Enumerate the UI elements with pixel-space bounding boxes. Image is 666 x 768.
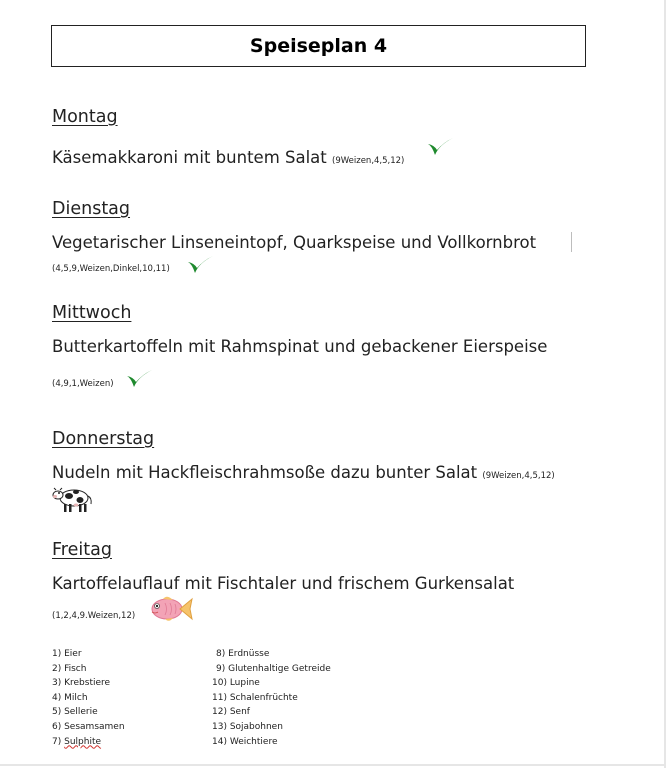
allergens-montag: (9Weizen,4,5,12) [332,156,405,166]
meal-text-donnerstag: Nudeln mit Hackfleischrahmsoße dazu bunter Salat [52,463,478,482]
meal-mittwoch: Butterkartoffeln mit Rahmspinat und gebackener Eierspeise [52,337,548,356]
allergen-legend-right [212,647,331,749]
allergens-dienstag: (4,5,9,Weizen,Dinkel,10,11) [52,264,170,274]
legend-item [52,735,125,750]
legend-item: 5) Sellerie [52,707,98,718]
meal-freitag: Kartoffelauflauf mit Fischtaler und frischem Gurkensalat [52,574,515,593]
vegetarian-check-icon [426,136,456,158]
page-edge-bottom [0,764,666,766]
page-title: Speiseplan 4 [249,35,388,57]
legend-item-word: Sulphite [64,736,102,747]
legend-item: 8) Erdnüsse [216,649,270,659]
allergens-donnerstag: (9Weizen,4,5,12) [482,471,555,481]
day-heading-freitag: Freitag [52,540,112,560]
day-heading-mittwoch: Mittwoch [52,303,132,323]
meal-dienstag: Vegetarischer Linseneintopf, Quarkspeise und Vollkornbrot [52,233,537,252]
fish-icon [147,595,193,623]
legend-item: 14) Weichtiere [212,736,278,747]
meal-text-montag: Käsemakkaroni mit buntem Salat [52,148,327,167]
legend-item-number: 7) [52,736,62,747]
legend-item: 1) Eier [52,649,82,659]
meal-donnerstag [52,463,555,482]
meal-montag [52,148,404,167]
legend-item: 2) Fisch [52,663,87,674]
text-cursor [571,232,572,252]
legend-item: 9) Glutenhaltige Getreide [216,663,331,674]
day-heading-donnerstag: Donnerstag [52,429,155,449]
legend-item: 6) Sesamsamen [52,721,125,732]
title-box [51,25,586,67]
legend-item: 12) Senf [212,707,250,718]
legend-item: 10) Lupine [212,678,260,689]
vegetarian-check-icon [186,254,216,276]
day-heading-dienstag: Dienstag [52,199,131,219]
vegetarian-check-icon [125,368,155,390]
legend-item: 3) Krebstiere [52,678,111,689]
legend-item: 13) Sojabohnen [212,721,283,732]
allergen-legend-left [52,647,125,749]
cow-icon [52,484,94,514]
legend-item: 4) Milch [52,692,88,703]
allergens-freitag: (1,2,4,9.Weizen,12) [52,611,136,621]
allergens-mittwoch: (4,9,1,Weizen) [52,379,114,389]
day-heading-montag: Montag [52,107,118,127]
legend-item: 11) Schalenfrüchte [212,692,298,703]
